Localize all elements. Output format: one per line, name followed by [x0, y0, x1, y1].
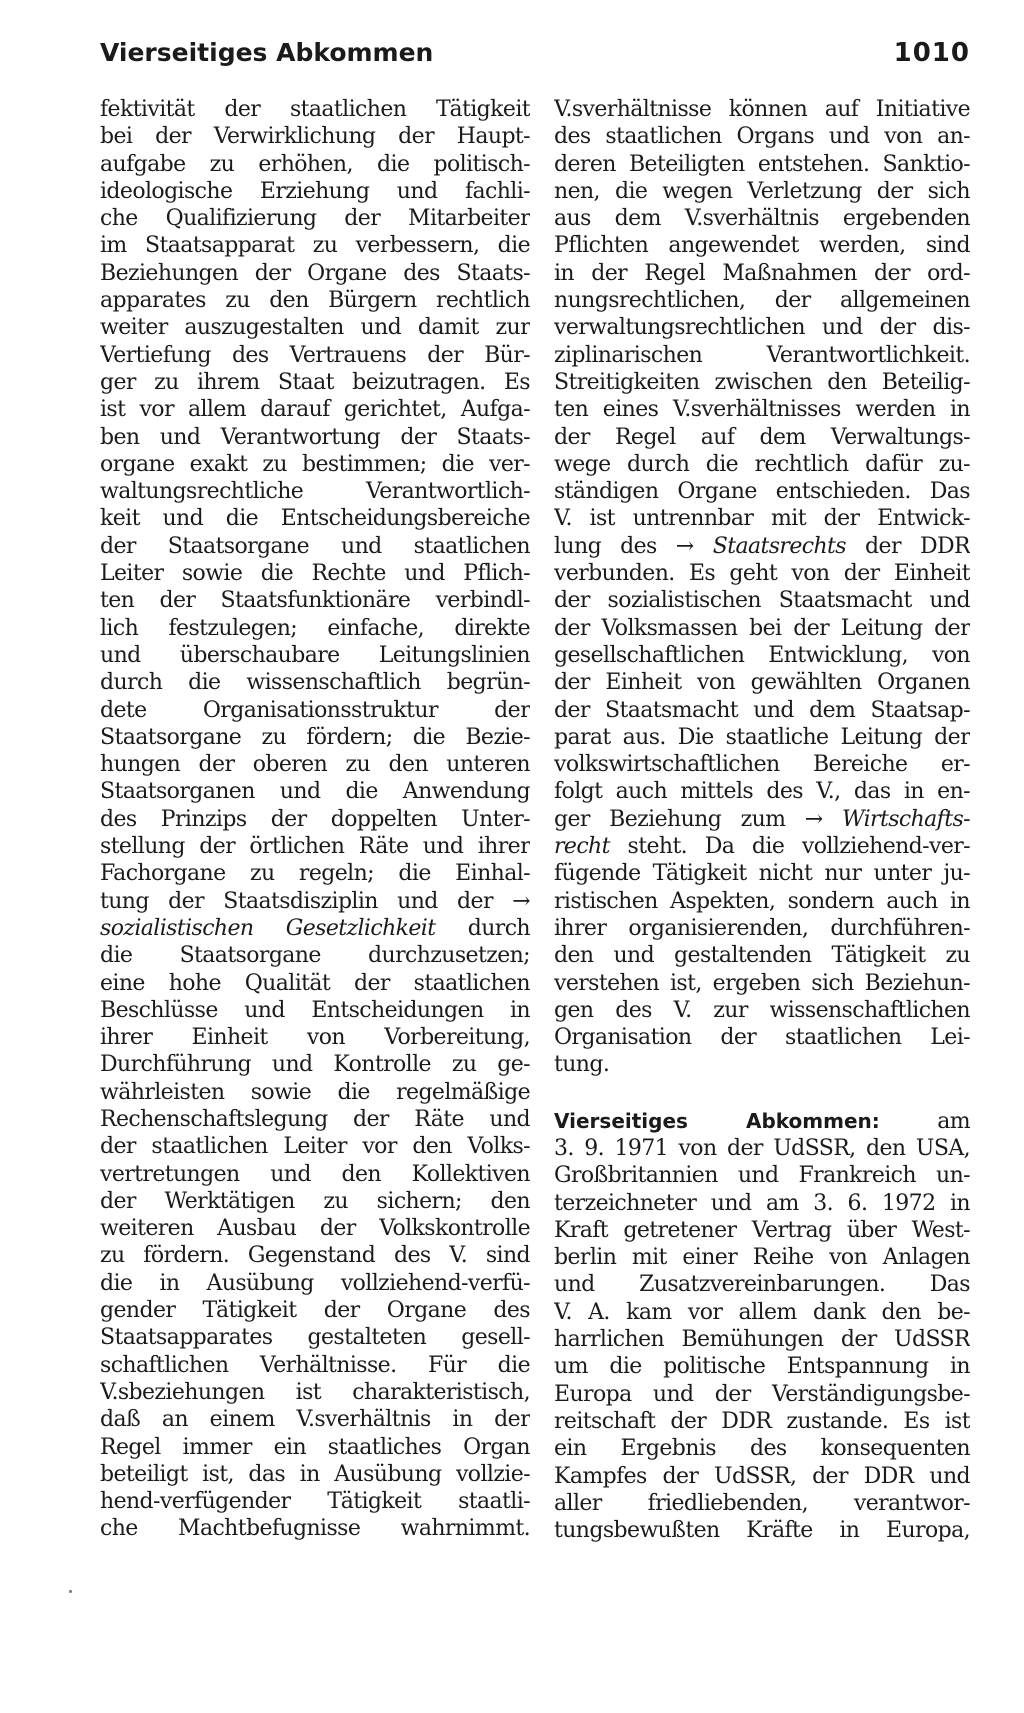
text-line: organe exakt zu bestimmen; die ver-	[100, 451, 530, 477]
text-line: fügende Tätigkeit nicht nur unter ju-	[554, 861, 970, 887]
text-line: V.sverhältnisse können auf Initiative	[554, 97, 970, 122]
text-line: währleisten sowie die regelmäßige	[100, 1079, 530, 1105]
text-line: ist vor allem darauf gerichtet, Aufga-	[100, 397, 530, 423]
text-line: Beschlüsse und Entscheidungen in	[100, 997, 530, 1023]
text-line: ein Ergebnis des konsequenten	[554, 1436, 970, 1462]
text-line: in der Regel Maßnahmen der ord-	[554, 260, 970, 286]
text-line: fektivität der staatlichen Tätigkeit	[100, 97, 530, 122]
text-line: um die politische Entspannung in	[554, 1354, 970, 1380]
text-line: aufgabe zu erhöhen, die politisch-	[100, 151, 530, 177]
text-line: gesellschaftlichen Entwicklung, von	[554, 642, 970, 668]
text-line: volkswirtschaftlichen Bereiche er-	[554, 752, 970, 778]
text-line: verwaltungsrechtlichen und der dis-	[554, 315, 970, 341]
text-line: che Machtbefugnisse wahrnimmt.	[100, 1516, 530, 1542]
text-line: verstehen ist, ergeben sich Beziehun-	[554, 970, 970, 996]
text-line: Europa und der Verständigungsbe-	[554, 1381, 970, 1407]
text-line: bei der Verwirklichung der Haupt-	[100, 124, 530, 150]
text-line: nen, die wegen Verletzung der sich	[554, 178, 970, 204]
text-line: Rechenschaftslegung der Räte und	[100, 1106, 530, 1132]
entry-heading-line	[554, 1108, 970, 1135]
text-line: ihrer Einheit von Vorbereitung,	[100, 1025, 530, 1051]
text-line: Streitigkeiten zwischen den Beteilig-	[554, 369, 970, 395]
text-line: der Staatsmacht und dem Staatsap-	[554, 697, 970, 723]
entry-first-words: am	[937, 1108, 970, 1134]
text-line: Organisation der staatlichen Lei-	[554, 1025, 970, 1051]
text-line: Pflichten angewendet werden, sind	[554, 233, 970, 259]
text-line: tungsbewußten Kräfte in Europa,	[554, 1518, 970, 1544]
text-line: V. ist untrennbar mit der Entwick-	[554, 506, 970, 532]
text-line: schaftlichen Verhältnisse. Für die	[100, 1352, 530, 1378]
text-line: apparates zu den Bürgern rechtlich	[100, 288, 530, 314]
text-line: folgt auch mittels des V., das in en-	[554, 779, 970, 805]
text-line: ziplinarischen Verantwortlichkeit.	[554, 342, 970, 368]
text-line: ten eines V.sverhältnisses werden in	[554, 397, 970, 423]
entry-spacer	[554, 1079, 970, 1108]
text-line: die in Ausübung vollziehend-verfü-	[100, 1270, 530, 1296]
text-line: durch die wissenschaftlich begrün-	[100, 670, 530, 696]
text-line: reitschaft der DDR zustande. Es ist	[554, 1408, 970, 1434]
left-column	[100, 96, 530, 1543]
text-line: des staatlichen Organs und von an-	[554, 124, 970, 150]
text-line: Staatsorgane zu fördern; die Bezie-	[100, 724, 530, 750]
text-line: che Qualifizierung der Mitarbeiter	[100, 206, 530, 232]
text-line: ristischen Aspekten, sondern auch in	[554, 888, 970, 914]
text-line: harrlichen Bemühungen der UdSSR	[554, 1327, 970, 1353]
text-line: zu fördern. Gegenstand des V. sind	[100, 1243, 530, 1269]
text-line: Kraft getretener Vertrag über West-	[554, 1217, 970, 1243]
text-line: aller friedliebenden, verantwor-	[554, 1490, 970, 1516]
text-line: Durchführung und Kontrolle zu ge-	[100, 1052, 530, 1078]
text-line: V. A. kam vor allem dank den be-	[554, 1299, 970, 1325]
text-line: im Staatsapparat zu verbessern, die	[100, 233, 530, 259]
text-line: die Staatsorgane durchzusetzen;	[100, 943, 530, 969]
text-line: verbunden. Es geht von der Einheit	[554, 561, 970, 587]
text-line: tung.	[554, 1052, 610, 1078]
text-line: waltungsrechtliche Verantwortlich-	[100, 479, 530, 505]
text-line: der Volksmassen bei der Leitung der	[554, 615, 970, 641]
text-line-cross-reference: lung des → Staatsrechts der DDR	[554, 533, 970, 559]
text-line: den und gestaltenden Tätigkeit zu	[554, 943, 970, 969]
text-line: ihrer organisierenden, durchführen-	[554, 915, 970, 941]
text-line: stellung der örtlichen Räte und ihrer	[100, 834, 530, 860]
text-line: daß an einem V.sverhältnis in der	[100, 1407, 530, 1433]
text-line: Großbritannien und Frankreich un-	[554, 1163, 970, 1189]
text-line: hend-verfügender Tätigkeit staatli-	[100, 1489, 530, 1515]
text-line-cross-reference: sozialistischen Gesetzlichkeit durch	[100, 915, 530, 941]
text-line: hungen der oberen zu den unteren	[100, 752, 530, 778]
cross-reference-link[interactable]: Wirtschafts-	[841, 806, 970, 832]
text-line: tung der Staatsdisziplin und der →	[100, 888, 530, 914]
page-header	[100, 38, 970, 78]
text-line: der Regel auf dem Verwaltungs-	[554, 424, 970, 450]
text-line: des Prinzips der doppelten Unter-	[100, 806, 530, 832]
text-line: 3. 9. 1971 von der UdSSR, den USA,	[554, 1135, 970, 1161]
entry-headword: Vierseitiges Abkommen:	[554, 1108, 880, 1133]
text-line: lich festzulegen; einfache, direkte	[100, 615, 530, 641]
text-line: terzeichneter und am 3. 6. 1972 in	[554, 1190, 970, 1216]
cross-reference-link[interactable]: recht	[554, 834, 610, 860]
text-line-cross-reference: recht steht. Da die vollziehend-ver-	[554, 834, 970, 860]
text-line: Staatsorganen und die Anwendung	[100, 779, 530, 805]
text-line: Beziehungen der Organe des Staats-	[100, 260, 530, 286]
text-line: ideologische Erziehung und fachli-	[100, 178, 530, 204]
text-line: ständigen Organe entschieden. Das	[554, 479, 970, 505]
text-line: ben und Verantwortung der Staats-	[100, 424, 530, 450]
text-line: Vertiefung des Vertrauens der Bür-	[100, 342, 530, 368]
text-line: beteiligt ist, das in Ausübung vollzie-	[100, 1461, 530, 1487]
text-line: vertretungen und den Kollektiven	[100, 1161, 530, 1187]
text-line: der Staatsorgane und staatlichen	[100, 533, 530, 559]
text-line: dete Organisationsstruktur der	[100, 697, 530, 723]
text-line: und überschaubare Leitungslinien	[100, 642, 530, 668]
text-line: gender Tätigkeit der Organe des	[100, 1298, 530, 1324]
text-line: ten der Staatsfunktionäre verbindl-	[100, 588, 530, 614]
text-line: parat aus. Die staatliche Leitung der	[554, 724, 970, 750]
text-line: berlin mit einer Reihe von Anlagen	[554, 1245, 970, 1271]
text-line: weiter auszugestalten und damit zur	[100, 315, 530, 341]
text-line: nungsrechtlichen, der allgemeinen	[554, 288, 970, 314]
text-line: weiteren Ausbau der Volkskontrolle	[100, 1216, 530, 1242]
text-line: Leiter sowie die Rechte und Pflich-	[100, 561, 530, 587]
text-line: der staatlichen Leiter vor den Volks-	[100, 1134, 530, 1160]
text-line: eine hohe Qualität der staatlichen	[100, 970, 530, 996]
text-line: der Einheit von gewählten Organen	[554, 670, 970, 696]
text-line: Staatsapparates gestalteten gesell-	[100, 1325, 530, 1351]
text-line: keit und die Entscheidungsbereiche	[100, 506, 530, 532]
text-line: deren Beteiligten entstehen. Sanktio-	[554, 151, 970, 177]
text-line: gen des V. zur wissenschaftlichen	[554, 997, 970, 1023]
text-line: der Werktätigen zu sichern; den	[100, 1188, 530, 1214]
page-number: 1010	[893, 38, 970, 68]
text-line-cross-reference: ger Beziehung zum → Wirtschafts-	[554, 806, 970, 832]
text-line: Fachorgane zu regeln; die Einhal-	[100, 861, 530, 887]
text-line: wege durch die rechtlich dafür zu-	[554, 451, 970, 477]
text-line: aus dem V.sverhältnis ergebenden	[554, 206, 970, 232]
text-line: ger zu ihrem Staat beizutragen. Es	[100, 369, 530, 395]
text-line: der sozialistischen Staatsmacht und	[554, 588, 970, 614]
text-line: und Zusatzvereinbarungen. Das	[554, 1272, 970, 1298]
right-column	[554, 96, 970, 1544]
scan-speck	[69, 1590, 72, 1593]
running-head: Vierseitiges Abkommen	[100, 38, 434, 67]
text-line: Regel immer ein staatliches Organ	[100, 1434, 530, 1460]
text-line: V.sbeziehungen ist charakteristisch,	[100, 1379, 530, 1405]
cross-reference-link[interactable]: sozialistischen Gesetzlichkeit	[100, 915, 436, 941]
text-line: Kampfes der UdSSR, der DDR und	[554, 1463, 970, 1489]
cross-reference-link[interactable]: Staatsrechts	[712, 533, 846, 559]
